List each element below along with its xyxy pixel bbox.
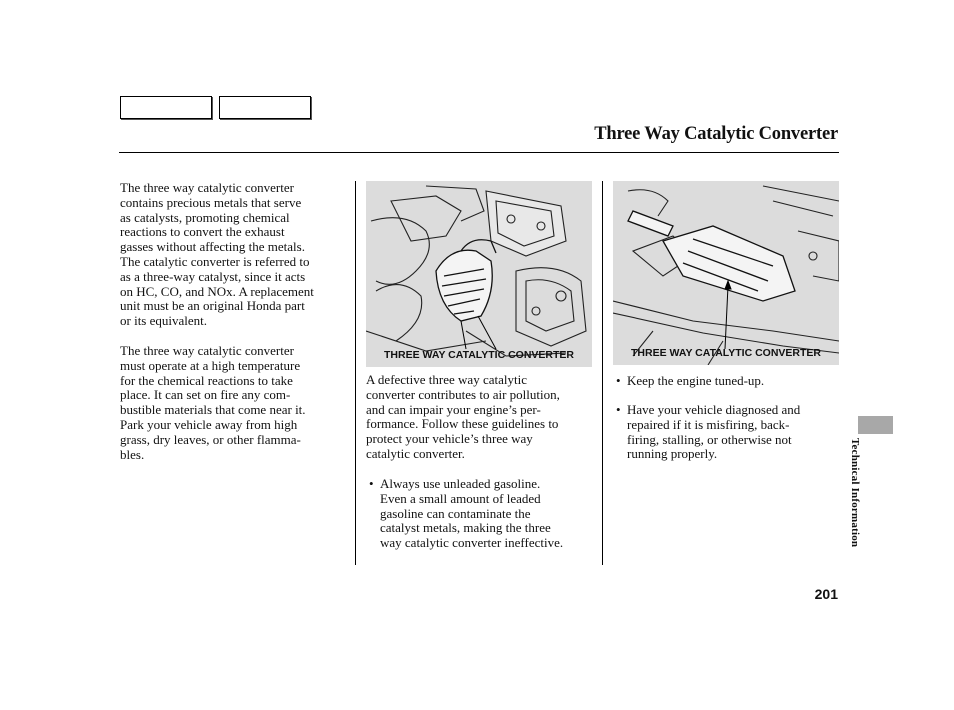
engine-bay-illustration xyxy=(366,181,592,367)
underbody-drawing xyxy=(613,181,839,365)
temperature-paragraph: The three way catalytic converter must operate at a high temperature for the chemical reactions to take place. It can set on fire any com- bustible materials that come near it. Park your vehicle away from high grass, dry leaves, or other flamma- bles. xyxy=(120,343,306,462)
bullet-diagnose xyxy=(616,403,836,467)
nav-button-index[interactable] xyxy=(219,96,311,119)
bullet-diagnose-text: Have your vehicle diagnosed and repaired if it is misfiring, back- firing, stalling, or otherwise not running properly. xyxy=(627,402,801,462)
bullet-dot: • xyxy=(369,476,374,491)
column-divider-2 xyxy=(602,181,603,565)
bullet-unleaded xyxy=(369,477,599,557)
page-title: Three Way Catalytic Converter xyxy=(594,124,838,144)
section-tab-label: Technical Information xyxy=(849,438,861,548)
figure-caption-underbody: THREE WAY CATALYTIC CONVERTER xyxy=(631,347,821,359)
title-rule xyxy=(119,152,839,153)
bullet-dot: • xyxy=(616,402,621,417)
figure-caption-engine: THREE WAY CATALYTIC CONVERTER xyxy=(384,349,574,361)
bullet-tune-up-text: Keep the engine tuned-up. xyxy=(627,373,765,388)
nav-button-back[interactable] xyxy=(120,96,212,119)
engine-bay-drawing xyxy=(366,181,592,367)
bullet-tune-up xyxy=(616,374,836,390)
bullet-dot: • xyxy=(616,373,621,388)
page-number: 201 xyxy=(814,586,838,602)
intro-paragraph: The three way catalytic converter contains precious metals that serve as catalysts, promoting chemical reactions to convert the exhaust gasses without affecting the metals. The catalytic converter is referred to as a three-way catalyst, since it acts on HC, CO, and NOx. A replacement unit must be an original Honda part or its equivalent. xyxy=(120,180,314,329)
bullet-unleaded-text: Always use unleaded gasoline. Even a small amount of leaded gasoline can contaminate the catalyst metals, making the three way catalytic converter ineffective. xyxy=(380,476,564,551)
section-tab[interactable] xyxy=(858,416,893,434)
underbody-illustration xyxy=(613,181,839,365)
column-divider-1 xyxy=(355,181,356,565)
defect-paragraph: A defective three way catalytic converter contributes to air pollution, and can impair your engine’s per- formance. Follow these guidelines to protect your vehicle’s three way catalytic converter. xyxy=(366,372,560,461)
